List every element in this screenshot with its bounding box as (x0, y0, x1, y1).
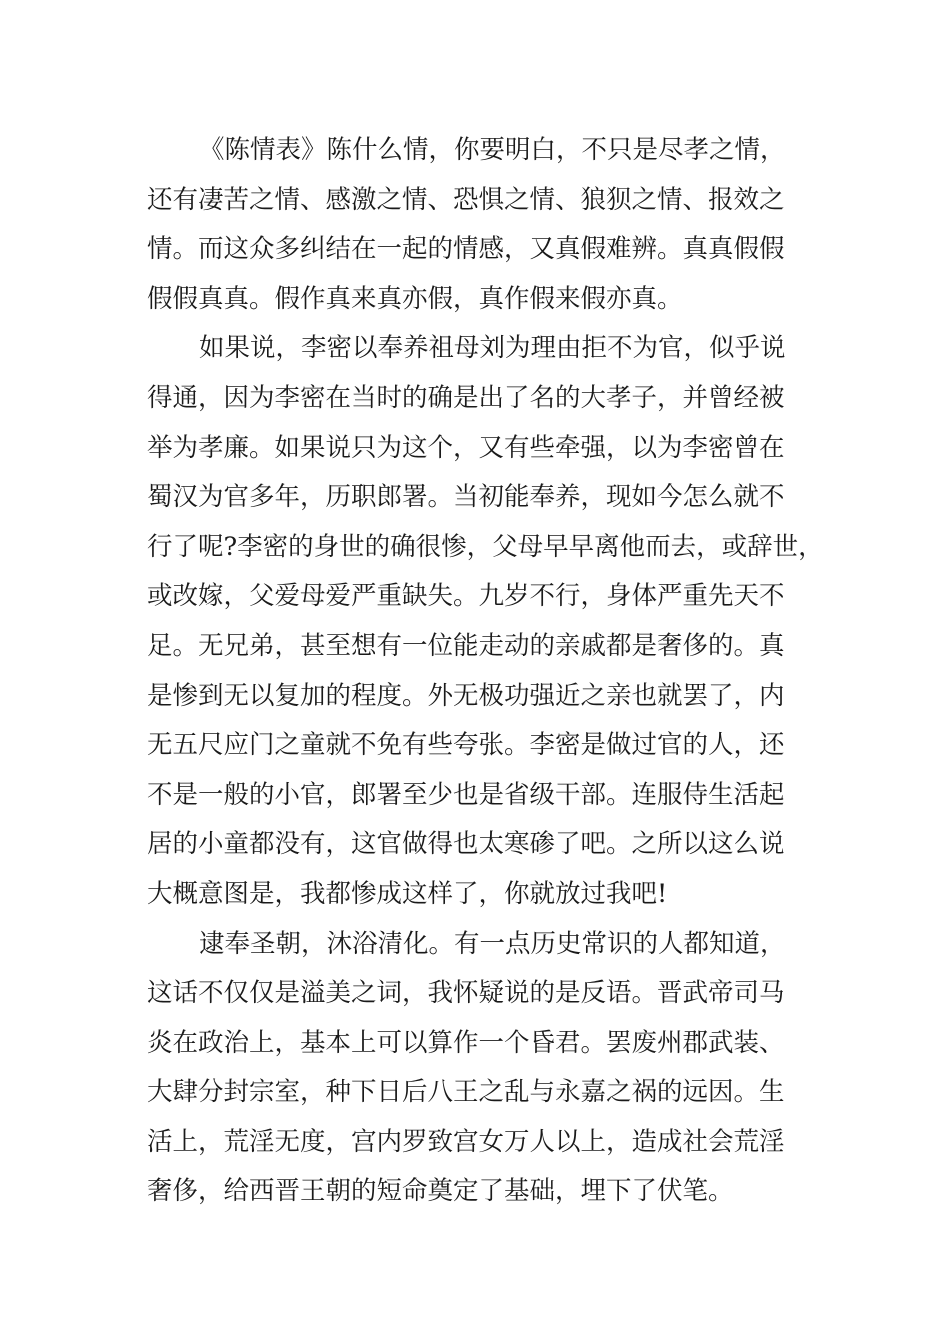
text-line: 举为孝廉。如果说只为这个，又有些牵强，以为李密曾在 (147, 432, 785, 463)
text-line: 大概意图是，我都惨成这样了，你就放过我吧! (147, 878, 668, 909)
text-line: 是惨到无以复加的程度。外无极功强近之亲也就罢了，内 (147, 680, 785, 711)
text-line: 情。而这众多纠结在一起的情感，又真假难辨。真真假假 (147, 234, 785, 265)
text-line: 或改嫁，父爱母爱严重缺失。九岁不行，身体严重先天不 (147, 581, 785, 612)
text-line: 大肆分封宗室，种下日后八王之乱与永嘉之祸的远因。生 (147, 1077, 785, 1108)
text-line: 居的小童都没有，这官做得也太寒碜了吧。之所以这么说 (147, 829, 785, 860)
text-line: 逮奉圣朝，沐浴清化。有一点历史常识的人都知道， (199, 928, 786, 959)
paragraph-2 (147, 324, 824, 919)
text-line: 奢侈，给西晋王朝的短命奠定了基础，埋下了伏笔。 (147, 1176, 734, 1207)
text-line: 《陈情表》陈什么情，你要明白，不只是尽孝之情， (199, 135, 786, 165)
text-line: 假假真真。假作真来真亦假，真作假来假亦真。 (147, 283, 683, 314)
text-line: 炎在政治上，基本上可以算作一个昏君。罢废州郡武装、 (147, 1027, 785, 1058)
text-line: 足。无兄弟，甚至想有一位能走动的亲戚都是奢侈的。真 (147, 630, 785, 661)
paragraph-3 (147, 920, 812, 1218)
paragraph-1 (147, 126, 812, 324)
text-line: 这话不仅仅是溢美之词，我怀疑说的是反语。晋武帝司马 (147, 978, 785, 1009)
text-line: 活上，荒淫无度，宫内罗致宫女万人以上，造成社会荒淫 (147, 1126, 785, 1157)
text-line: 得通，因为李密在当时的确是出了名的大孝子，并曾经被 (147, 382, 785, 413)
text-line: 如果说，李密以奉养祖母刘为理由拒不为官，似乎说 (199, 333, 786, 364)
text-line: 无五尺应门之童就不免有些夸张。李密是做过官的人，还 (147, 730, 785, 761)
document-body (147, 126, 824, 1217)
text-line: 蜀汉为官多年，历职郎署。当初能奉养，现如今怎么就不 (147, 482, 785, 513)
text-line: 还有凄苦之情、感激之情、恐惧之情、狼狈之情、报效之 (147, 184, 785, 215)
text-line: 行了呢?李密的身世的确很惨，父母早早离他而去，或辞世， (147, 531, 824, 562)
text-line: 不是一般的小官，郎署至少也是省级干部。连服侍生活起 (147, 779, 785, 810)
